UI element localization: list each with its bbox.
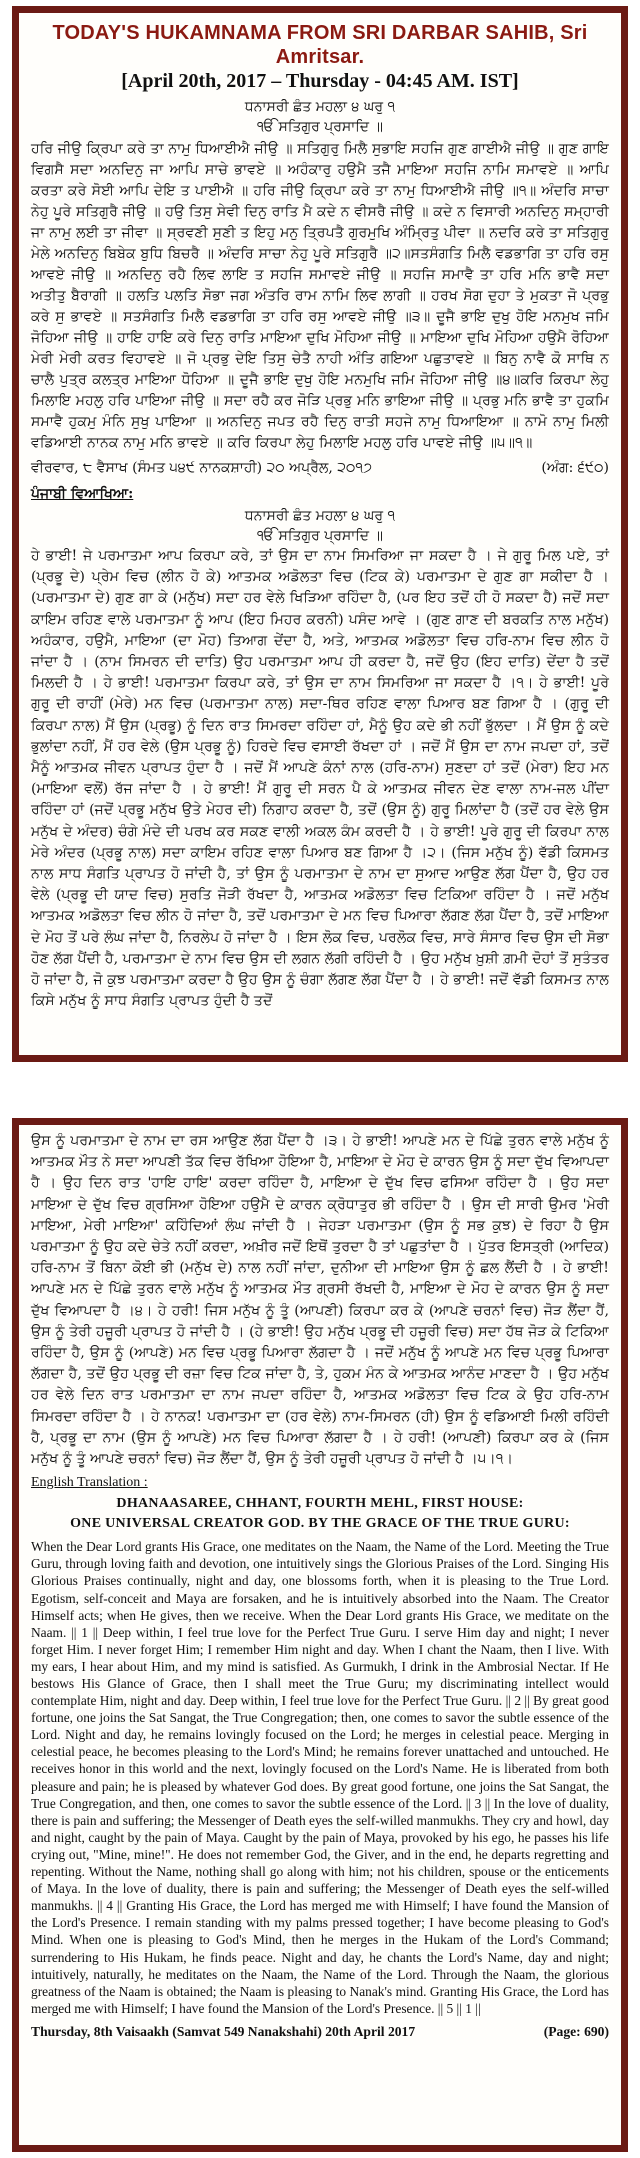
english-translation: When the Dear Lord grants His Grace, one meditates on the Naam, the Name of the Lord. Meeting the True Guru, through loving faith and devotion, one intuitively sings the Glorious Praises of the Lord. Singing His Glorious Praises continually, night and day, one blossoms forth, when it is pleasing to the True Lord. Egotism, self-conceit and Maya are forsaken, and he is intuitively absorbed into the Naam. The Creator Himself acts; when He gives, then we receive. When the Dear Lord grants His Grace, we meditate on the Naam. || 1 || Deep within, I feel true love for the Perfect True Guru. I serve Him day and night; I never forget Him. I never forget Him; I remember Him night and day. When I chant the Naam, then I live. With my ears, I hear about Him, and my mind is satisfied. As Gurmukh, I drink in the Ambrosial Nectar. If He bestows His Glance of Grace, then I shall meet the True Guru; my discriminating intellect would contemplate Him, night and day. Deep within, I feel true love for the Perfect True Guru. || 2 || By great good fortune, one joins the Sat Sangat, the True Congregation; then, one comes to savor the subtle essence of the Lord. Night and day, he remains lovingly focused on the Lord; he merges in celestial peace. Merging in celestial peace, he becomes pleasing to the Lord's Mind; he remains forever unattached and untouched. He receives honor in this world and the next, lovingly focused on the Lord's Name. He is liberated from both pleasure and pain; he is pleased by whatever God does. By great good fortune, one joins the Sat Sangat, the True Congregation, and then, one comes to savor the subtle essence of the Lord. || 3 || In the love of duality, there is pain and suffering; the Messenger of Death eyes the self-willed manmukhs. They cry and howl, day and night, caught by the pain of Maya. Caught by the pain of Maya, provoked by his ego, he passes his life crying out, "Mine, mine!". He does not remember God, the Giver, and in the end, he departs regretting and repenting. Without the Name, nothing shall go along with him; not his children, spouse or the enticements of Maya. In the love of duality, there is pain and suffering; the Messenger of Death eyes the self-willed manmukhs. || 4 || Granting His Grace, the Lord has merged me with Himself; I have found the Mansion of the Lord's Presence. I remain standing with my palms pressed together; I have become pleasing to God's Mind. When one is pleasing to God's Mind, then he merges in the Hukam of the Lord's Command; surrendering to His Hukam, he finds peace. Night and day, he chants the Lord's Name, day and night; intuitively, naturally, he meditates on the Naam, the Name of the Lord. Through the Naam, the glorious greatness of the Naam is obtained; the Naam is pleasing to Nanak's mind. Granting His Grace, the Lord has merged me with Himself; I have found the Mansion of the Lord's Presence. || 5 || 1 || xyxy=(31,1539,609,2016)
hukamnama-card-top xyxy=(12,6,628,1062)
punjabi-label: ਪੰਜਾਬੀ ਵਿਆਖਿਆ: xyxy=(31,486,134,502)
english-label: English Translation : xyxy=(31,1475,148,1491)
punjabi-mool: ੴ ਸਤਿਗੁਰ ਪ੍ਰਸਾਦਿ ॥ xyxy=(257,528,383,544)
date-subtitle: [April 20th, 2017 – Thursday - 04:45 AM. IST] xyxy=(121,70,519,92)
page-title: TODAY'S HUKAMNAMA FROM SRI DARBAR SAHIB, Sri Amritsar. xyxy=(52,22,588,68)
footer xyxy=(31,2023,609,2041)
punjabi-text-part2: ਉਸ ਨੂੰ ਪਰਮਾਤਮਾ ਦੇ ਨਾਮ ਦਾ ਰਸ ਆਉਣ ਲੱਗ ਪੈਂਦਾ ਹੈ ।੩। ਹੇ ਭਾਈ! ਆਪਣੇ ਮਨ ਦੇ ਪਿੱਛੇ ਤੁਰਨ ਵਾਲੇ ਮਨੁੱਖ ਨੂੰ ਆਤਮਕ ਮੌਤ ਨੇ ਸਦਾ ਆਪਣੀ ਤੱਕ ਵਿਚ ਰੱਖਿਆ ਹੋਇਆ ਹੈ, ਮਾਇਆ ਦੇ ਮੋਹ ਦੇ ਕਾਰਨ ਉਸ ਨੂੰ ਸਦਾ ਦੁੱਖ ਵਿਆਪਦਾ ਹੈ । ਉਹ ਦਿਨ ਰਾਤ 'ਹਾਇ ਹਾਇ' ਕਰਦਾ ਰਹਿੰਦਾ ਹੈ, ਮਾਇਆ ਦੇ ਦੁੱਖ ਵਿਚ ਫਸਿਆ ਰਹਿੰਦਾ ਹੈ । ਉਹ ਸਦਾ ਮਾਇਆ ਦੇ ਦੁੱਖ ਵਿਚ ਗ੍ਰਸਿਆ ਹੋਇਆ ਹਉਮੈ ਦੇ ਕਾਰਨ ਕ੍ਰੋਧਾਤੁਰ ਭੀ ਰਹਿੰਦਾ ਹੈ । ਉਸ ਦੀ ਸਾਰੀ ਉਮਰ 'ਮੇਰੀ ਮਾਇਆ, ਮੇਰੀ ਮਾਇਆ' ਕਹਿੰਦਿਆਂ ਲੰਘ ਜਾਂਦੀ ਹੈ । ਜੇਹੜਾ ਪਰਮਾਤਮਾ (ਉਸ ਨੂੰ ਸਭ ਕੁਝ) ਦੇ ਰਿਹਾ ਹੈ ਉਸ ਪਰਮਾਤਮਾ ਨੂੰ ਉਹ ਕਦੇ ਚੇਤੇ ਨਹੀਂ ਕਰਦਾ, ਅਖ਼ੀਰ ਜਦੋਂ ਇਥੋਂ ਤੁਰਦਾ ਹੈ ਤਾਂ ਪਛੁਤਾਂਦਾ ਹੈ । ਪੁੱਤਰ ਇਸਤ੍ਰੀ (ਆਦਿਕ) ਹਰਿ-ਨਾਮ ਤੋਂ ਬਿਨਾ ਕੋਈ ਭੀ (ਮਨੁੱਖ ਦੇ) ਨਾਲ ਨਹੀਂ ਜਾਂਦਾ, ਦੁਨੀਆ ਦੀ ਮਾਇਆ ਉਸ ਨੂੰ ਛਲ ਲੈਂਦੀ ਹੈ । ਹੇ ਭਾਈ! ਆਪਣੇ ਮਨ ਦੇ ਪਿੱਛੇ ਤੁਰਨ ਵਾਲੇ ਮਨੁੱਖ ਨੂੰ ਆਤਮਕ ਮੌਤ ਗ੍ਰਸੀ ਰੱਖਦੀ ਹੈ, ਮਾਇਆ ਦੇ ਮੋਹ ਦੇ ਕਾਰਨ ਉਸ ਨੂੰ ਸਦਾ ਦੁੱਖ ਵਿਆਪਦਾ ਹੈ ।੪। ਹੇ ਹਰੀ! ਜਿਸ ਮਨੁੱਖ ਨੂੰ ਤੂੰ (ਆਪਣੀ) ਕਿਰਪਾ ਕਰ ਕੇ (ਆਪਣੇ ਚਰਨਾਂ ਵਿਚ) ਜੋੜ ਲੈਂਦਾ ਹੈਂ, ਉਸ ਨੂੰ ਤੇਰੀ ਹਜ਼ੂਰੀ ਪ੍ਰਾਪਤ ਹੋ ਜਾਂਦੀ ਹੈ । (ਹੇ ਭਾਈ! ਉਹ ਮਨੁੱਖ ਪ੍ਰਭੂ ਦੀ ਹਜ਼ੂਰੀ ਵਿਚ) ਸਦਾ ਹੱਥ ਜੋੜ ਕੇ ਟਿਕਿਆ ਰਹਿੰਦਾ ਹੈ, ਉਸ ਨੂੰ (ਆਪਣੇ) ਮਨ ਵਿਚ ਪ੍ਰਭੂ ਪਿਆਰਾ ਲੱਗਦਾ ਹੈ । ਜਦੋਂ ਮਨੁੱਖ ਨੂੰ ਆਪਣੇ ਮਨ ਵਿਚ ਪ੍ਰਭੂ ਪਿਆਰਾ ਲੱਗਦਾ ਹੈ, ਤਦੋਂ ਉਹ ਪ੍ਰਭੂ ਦੀ ਰਜ਼ਾ ਵਿਚ ਟਿਕ ਜਾਂਦਾ ਹੈ, ਤੇ, ਹੁਕਮ ਮੰਨ ਕੇ ਆਤਮਕ ਆਨੰਦ ਮਾਣਦਾ ਹੈ । ਉਹ ਮਨੁੱਖ ਹਰ ਵੇਲੇ ਦਿਨ ਰਾਤ ਪਰਮਾਤਮਾ ਦਾ ਨਾਮ ਜਪਦਾ ਰਹਿੰਦਾ ਹੈ, ਆਤਮਕ ਅਡੋਲਤਾ ਵਿਚ ਟਿਕ ਕੇ ਉਹ ਹਰਿ-ਨਾਮ ਸਿਮਰਦਾ ਰਹਿੰਦਾ ਹੈ । ਹੇ ਨਾਨਕ! ਪਰਮਾਤਮਾ ਦਾ (ਹਰ ਵੇਲੇ) ਨਾਮ-ਸਿਮਰਨ (ਹੀ) ਉਸ ਨੂੰ ਵਡਿਆਈ ਮਿਲੀ ਰਹਿੰਦੀ ਹੈ, ਪ੍ਰਭੂ ਦਾ ਨਾਮ (ਉਸ ਨੂੰ ਆਪਣੇ) ਮਨ ਵਿਚ ਪਿਆਰਾ ਲੱਗਦਾ ਹੈ । ਹੇ ਹਰੀ! (ਆਪਣੀ) ਕਿਰਪਾ ਕਰ ਕੇ (ਜਿਸ ਮਨੁੱਖ ਨੂੰ ਤੂੰ ਆਪਣੇ ਚਰਨਾਂ ਵਿਚ) ਜੋੜ ਲੈਂਦਾ ਹੈਂ, ਉਸ ਨੂੰ ਤੇਰੀ ਹਜ਼ੂਰੀ ਪ੍ਰਾਪਤ ਹੋ ਜਾਂਦੀ ਹੈ ।੫।੧। xyxy=(31,1133,609,1468)
footer-page: (Page: 690) xyxy=(543,2023,609,2039)
gurbani-heading: ਧਨਾਸਰੀ ਛੰਤ ਮਹਲਾ ੪ ਘਰੁ ੧ xyxy=(244,99,396,115)
footer-date: Thursday, 8th Vaisaakh (Samvat 549 Nanakshahi) 20th April 2017 xyxy=(31,2023,416,2039)
punjabi-heading: ਧਨਾਸਰੀ ਛੰਤ ਮਹਲਾ ੪ ਘਰੁ ੧ xyxy=(244,508,396,524)
gurbani-dateline xyxy=(31,458,609,478)
english-heading-raag: DHANAASAREE, CHHANT, FOURTH MEHL, FIRST HOUSE: xyxy=(116,1496,524,1512)
hukamnama-card-bottom xyxy=(12,1118,628,2152)
punjabi-text-part1: ਹੇ ਭਾਈ! ਜੇ ਪਰਮਾਤਮਾ ਆਪ ਕਿਰਪਾ ਕਰੇ, ਤਾਂ ਉਸ ਦਾ ਨਾਮ ਸਿਮਰਿਆ ਜਾ ਸਕਦਾ ਹੈ । ਜੇ ਗੁਰੂ ਮਿਲ ਪਏ, ਤਾਂ (ਪ੍ਰਭੂ ਦੇ) ਪ੍ਰੇਮ ਵਿਚ (ਲੀਨ ਹੋ ਕੇ) ਆਤਮਕ ਅਡੋਲਤਾ ਵਿਚ (ਟਿਕ ਕੇ) ਪਰਮਾਤਮਾ ਦੇ ਗੁਣ ਗਾ ਸਕੀਦਾ ਹੈ । (ਪਰਮਾਤਮਾ ਦੇ) ਗੁਣ ਗਾ ਕੇ (ਮਨੁੱਖ) ਸਦਾ ਹਰ ਵੇਲੇ ਖਿੜਿਆ ਰਹਿੰਦਾ ਹੈ, (ਪਰ ਇਹ ਤਦੋਂ ਹੀ ਹੋ ਸਕਦਾ ਹੈ) ਜਦੋਂ ਸਦਾ ਕਾਇਮ ਰਹਿਣ ਵਾਲੇ ਪਰਮਾਤਮਾ ਨੂੰ ਆਪ (ਇਹ ਮਿਹਰ ਕਰਨੀ) ਪਸੰਦ ਆਵੇ । (ਗੁਣ ਗਾਣ ਦੀ ਬਰਕਤਿ ਨਾਲ ਮਨੁੱਖ) ਅਹੰਕਾਰ, ਹਉਮੈ, ਮਾਇਆ (ਦਾ ਮੋਹ) ਤਿਆਗ ਦੇਂਦਾ ਹੈ, ਅਤੇ, ਆਤਮਕ ਅਡੋਲਤਾ ਵਿਚ ਹਰਿ-ਨਾਮ ਵਿਚ ਲੀਨ ਹੋ ਜਾਂਦਾ ਹੈ । (ਨਾਮ ਸਿਮਰਨ ਦੀ ਦਾਤਿ) ਉਹ ਪਰਮਾਤਮਾ ਆਪ ਹੀ ਕਰਦਾ ਹੈ, ਜਦੋਂ ਉਹ (ਇਹ ਦਾਤਿ) ਦੇਂਦਾ ਹੈ ਤਦੋਂ ਮਿਲਦੀ ਹੈ । ਹੇ ਭਾਈ! ਪਰਮਾਤਮਾ ਕਿਰਪਾ ਕਰੇ, ਤਾਂ ਉਸ ਦਾ ਨਾਮ ਸਿਮਰਿਆ ਜਾ ਸਕਦਾ ਹੈ ।੧। ਹੇ ਭਾਈ! ਪੂਰੇ ਗੁਰੂ ਦੀ ਰਾਹੀਂ (ਮੇਰੇ) ਮਨ ਵਿਚ (ਪਰਮਾਤਮਾ ਨਾਲ) ਸਦਾ-ਥਿਰ ਰਹਿਣ ਵਾਲਾ ਪਿਆਰ ਬਣ ਗਿਆ ਹੈ । (ਗੁਰੂ ਦੀ ਕਿਰਪਾ ਨਾਲ) ਮੈਂ ਉਸ (ਪ੍ਰਭੂ) ਨੂੰ ਦਿਨ ਰਾਤ ਸਿਮਰਦਾ ਰਹਿੰਦਾ ਹਾਂ, ਮੈਨੂੰ ਉਹ ਕਦੇ ਭੀ ਨਹੀਂ ਭੁੱਲਦਾ । ਮੈਂ ਉਸ ਨੂੰ ਕਦੇ ਭੁਲਾਂਦਾ ਨਹੀਂ, ਮੈਂ ਹਰ ਵੇਲੇ (ਉਸ ਪ੍ਰਭੂ ਨੂੰ) ਹਿਰਦੇ ਵਿਚ ਵਸਾਈ ਰੱਖਦਾ ਹਾਂ । ਜਦੋਂ ਮੈਂ ਉਸ ਦਾ ਨਾਮ ਜਪਦਾ ਹਾਂ, ਤਦੋਂ ਮੈਨੂੰ ਆਤਮਕ ਜੀਵਨ ਪ੍ਰਾਪਤ ਹੁੰਦਾ ਹੈ । ਜਦੋਂ ਮੈਂ ਆਪਣੇ ਕੰਨਾਂ ਨਾਲ (ਹਰਿ-ਨਾਮ) ਸੁਣਦਾ ਹਾਂ ਤਦੋਂ (ਮੇਰਾ) ਇਹ ਮਨ (ਮਾਇਆ ਵਲੋਂ) ਰੱਜ ਜਾਂਦਾ ਹੈ । ਹੇ ਭਾਈ! ਮੈਂ ਗੁਰੂ ਦੀ ਸਰਨ ਪੈ ਕੇ ਆਤਮਕ ਜੀਵਨ ਦੇਣ ਵਾਲਾ ਨਾਮ-ਜਲ ਪੀਂਦਾ ਰਹਿੰਦਾ ਹਾਂ (ਜਦੋਂ ਪ੍ਰਭੂ ਮਨੁੱਖ ਉਤੇ ਮੇਹਰ ਦੀ) ਨਿਗਾਹ ਕਰਦਾ ਹੈ, ਤਦੋਂ (ਉਸ ਨੂੰ) ਗੁਰੂ ਮਿਲਾਂਦਾ ਹੈ (ਤਦੋਂ ਹਰ ਵੇਲੇ ਉਸ ਮਨੁੱਖ ਦੇ ਅੰਦਰ) ਚੰਗੇ ਮੰਦੇ ਦੀ ਪਰਖ ਕਰ ਸਕਣ ਵਾਲੀ ਅਕਲ ਕੰਮ ਕਰਦੀ ਹੈ । ਹੇ ਭਾਈ! ਪੂਰੇ ਗੁਰੂ ਦੀ ਕਿਰਪਾ ਨਾਲ ਮੇਰੇ ਅੰਦਰ (ਪ੍ਰਭੂ ਨਾਲ) ਸਦਾ ਕਾਇਮ ਰਹਿਣ ਵਾਲਾ ਪਿਆਰ ਬਣ ਗਿਆ ਹੈ ।੨। (ਜਿਸ ਮਨੁੱਖ ਨੂੰ) ਵੱਡੀ ਕਿਸਮਤ ਨਾਲ ਸਾਧ ਸੰਗਤਿ ਪ੍ਰਾਪਤ ਹੋ ਜਾਂਦੀ ਹੈ, ਤਾਂ ਉਸ ਨੂੰ ਪਰਮਾਤਮਾ ਦੇ ਨਾਮ ਦਾ ਸੁਆਦ ਆਉਣ ਲੱਗ ਪੈਂਦਾ ਹੈ, ਉਹ ਹਰ ਵੇਲੇ (ਪ੍ਰਭੂ ਦੀ ਯਾਦ ਵਿਚ) ਸੁਰਤਿ ਜੋੜੀ ਰੱਖਦਾ ਹੈ, ਆਤਮਕ ਅਡੋਲਤਾ ਵਿਚ ਟਿਕਿਆ ਰਹਿੰਦਾ ਹੈ । ਜਦੋਂ ਮਨੁੱਖ ਆਤਮਕ ਅਡੋਲਤਾ ਵਿਚ ਲੀਨ ਹੋ ਜਾਂਦਾ ਹੈ, ਤਦੋਂ ਪਰਮਾਤਮਾ ਦੇ ਮਨ ਵਿਚ ਪਿਆਰਾ ਲੱਗਣ ਲੱਗ ਪੈਂਦਾ ਹੈ, ਤਦੋਂ ਮਾਇਆ ਦੇ ਮੋਹ ਤੋਂ ਪਰੇ ਲੰਘ ਜਾਂਦਾ ਹੈ, ਨਿਰਲੇਪ ਹੋ ਜਾਂਦਾ ਹੈ । ਇਸ ਲੋਕ ਵਿਚ, ਪਰਲੋਕ ਵਿਚ, ਸਾਰੇ ਸੰਸਾਰ ਵਿਚ ਉਸ ਦੀ ਸੋਭਾ ਹੋਣ ਲੱਗ ਪੈਂਦੀ ਹੈ, ਪਰਮਾਤਮਾ ਦੇ ਨਾਮ ਵਿਚ ਉਸ ਦੀ ਲਗਨ ਲੱਗੀ ਰਹਿੰਦੀ ਹੈ । ਉਹ ਮਨੁੱਖ ਖ਼ੁਸ਼ੀ ਗ਼ਮੀ ਦੋਹਾਂ ਤੋਂ ਸੁਤੰਤਰ ਹੋ ਜਾਂਦਾ ਹੈ, ਜੋ ਕੁਝ ਪਰਮਾਤਮਾ ਕਰਦਾ ਹੈ ਉਹ ਉਸ ਨੂੰ ਚੰਗਾ ਲੱਗਣ ਲੱਗ ਪੈਂਦਾ ਹੈ । ਹੇ ਭਾਈ! ਜਦੋਂ ਵੱਡੀ ਕਿਸਮਤ ਨਾਲ ਕਿਸੇ ਮਨੁੱਖ ਨੂੰ ਸਾਧ ਸੰਗਤਿ ਪ੍ਰਾਪਤ ਹੁੰਦੀ ਹੈ ਤਦੋਂ xyxy=(31,548,609,1010)
gurbani-page: (ਅੰਗ: ੬੯੦) xyxy=(541,460,609,476)
gurbani-date: ਵੀਰਵਾਰ, ੮ ਵੈਸਾਖ (ਸੰਮਤ ੫੪੯ ਨਾਨਕਸ਼ਾਹੀ) ੨੦ ਅਪ੍ਰੈਲ, ੨੦੧੭ xyxy=(31,460,372,476)
gurbani-text: ਹਰਿ ਜੀਉ ਕ੍ਰਿਪਾ ਕਰੇ ਤਾ ਨਾਮੁ ਧਿਆਈਐ ਜੀਉ ॥ ਸਤਿਗੁਰੁ ਮਿਲੈ ਸੁਭਾਇ ਸਹਜਿ ਗੁਣ ਗਾਈਐ ਜੀਉ ॥ ਗੁਣ ਗਾਇ ਵਿਗਸੈ ਸਦਾ ਅਨਦਿਨੁ ਜਾ ਆਪਿ ਸਾਚੇ ਭਾਵਏ ॥ ਅਹੰਕਾਰੁ ਹਉਮੈ ਤਜੈ ਮਾਇਆ ਸਹਜਿ ਨਾਮਿ ਸਮਾਵਏ ॥ ਆਪਿ ਕਰਤਾ ਕਰੇ ਸੋਈ ਆਪਿ ਦੇਇ ਤ ਪਾਈਐ ॥ ਹਰਿ ਜੀਉ ਕ੍ਰਿਪਾ ਕਰੇ ਤਾ ਨਾਮੁ ਧਿਆਈਐ ਜੀਉ ॥੧॥ ਅੰਦਰਿ ਸਾਚਾ ਨੇਹੁ ਪੂਰੇ ਸਤਿਗੁਰੈ ਜੀਉ ॥ ਹਉ ਤਿਸੁ ਸੇਵੀ ਦਿਨੁ ਰਾਤਿ ਮੈ ਕਦੇ ਨ ਵੀਸਰੈ ਜੀਉ ॥ ਕਦੇ ਨ ਵਿਸਾਰੀ ਅਨਦਿਨੁ ਸਮ੍ਹਾਰੀ ਜਾ ਨਾਮੁ ਲਈ ਤਾ ਜੀਵਾ ॥ ਸ੍ਰਵਣੀ ਸੁਣੀ ਤ ਇਹੁ ਮਨੁ ਤ੍ਰਿਪਤੈ ਗੁਰਮੁਖਿ ਅੰਮ੍ਰਿਤੁ ਪੀਵਾ ॥ ਨਦਰਿ ਕਰੇ ਤਾ ਸਤਿਗੁਰੁ ਮੇਲੇ ਅਨਦਿਨੁ ਬਿਬੇਕ ਬੁਧਿ ਬਿਚਰੈ ॥ ਅੰਦਰਿ ਸਾਚਾ ਨੇਹੁ ਪੂਰੇ ਸਤਿਗੁਰੈ ॥੨॥ਸਤਸੰਗਤਿ ਮਿਲੈ ਵਡਭਾਗਿ ਤਾ ਹਰਿ ਰਸੁ ਆਵਏ ਜੀਉ ॥ ਅਨਦਿਨੁ ਰਹੈ ਲਿਵ ਲਾਇ ਤ ਸਹਜਿ ਸਮਾਵਏ ਜੀਉ ॥ ਸਹਜਿ ਸਮਾਵੈ ਤਾ ਹਰਿ ਮਨਿ ਭਾਵੈ ਸਦਾ ਅਤੀਤੁ ਬੈਰਾਗੀ ॥ ਹਲਤਿ ਪਲਤਿ ਸੋਭਾ ਜਗ ਅੰਤਰਿ ਰਾਮ ਨਾਮਿ ਲਿਵ ਲਾਗੀ ॥ ਹਰਖ ਸੋਗ ਦੁਹਾ ਤੇ ਮੁਕਤਾ ਜੋ ਪ੍ਰਭੁ ਕਰੇ ਸੁ ਭਾਵਏ ॥ ਸਤਸੰਗਤਿ ਮਿਲੈ ਵਡਭਾਗਿ ਤਾ ਹਰਿ ਰਸੁ ਆਵਏ ਜੀਉ ॥੩॥ ਦੂਜੈ ਭਾਇ ਦੁਖੁ ਹੋਇ ਮਨਮੁਖ ਜਮਿ ਜੋਹਿਆ ਜੀਉ ॥ ਹਾਇ ਹਾਇ ਕਰੇ ਦਿਨੁ ਰਾਤਿ ਮਾਇਆ ਦੁਖਿ ਮੋਹਿਆ ਜੀਉ ॥ ਮਾਇਆ ਦੁਖਿ ਮੋਹਿਆ ਹਉਮੈ ਰੋਹਿਆ ਮੇਰੀ ਮੇਰੀ ਕਰਤ ਵਿਹਾਵਏ ॥ ਜੋ ਪ੍ਰਭੁ ਦੇਇ ਤਿਸੁ ਚੇਤੈ ਨਾਹੀ ਅੰਤਿ ਗਇਆ ਪਛੁਤਾਵਏ ॥ ਬਿਨੁ ਨਾਵੈ ਕੋ ਸਾਥਿ ਨ ਚਾਲੈ ਪੁਤ੍ਰ ਕਲਤ੍ਰ ਮਾਇਆ ਧੋਹਿਆ ॥ ਦੂਜੈ ਭਾਇ ਦੁਖੁ ਹੋਇ ਮਨਮੁਖਿ ਜਮਿ ਜੋਹਿਆ ਜੀਉ ॥੪॥ਕਰਿ ਕਿਰਪਾ ਲੇਹੁ ਮਿਲਾਇ ਮਹਲੁ ਹਰਿ ਪਾਇਆ ਜੀਉ ॥ ਸਦਾ ਰਹੈ ਕਰ ਜੋੜਿ ਪ੍ਰਭੁ ਮਨਿ ਭਾਇਆ ਜੀਉ ॥ ਪ੍ਰਭੁ ਮਨਿ ਭਾਵੈ ਤਾ ਹੁਕਮਿ ਸਮਾਵੈ ਹੁਕਮੁ ਮੰਨਿ ਸੁਖੁ ਪਾਇਆ ॥ ਅਨਦਿਨੁ ਜਪਤ ਰਹੈ ਦਿਨੁ ਰਾਤੀ ਸਹਜੇ ਨਾਮੁ ਧਿਆਇਆ ॥ ਨਾਮੋ ਨਾਮੁ ਮਿਲੀ ਵਡਿਆਈ ਨਾਨਕ ਨਾਮੁ ਮਨਿ ਭਾਵਏ ॥ ਕਰਿ ਕਿਰਪਾ ਲੇਹੁ ਮਿਲਾਇ ਮਹਲੁ ਹਰਿ ਪਾਵਏ ਜੀਉ ॥੫॥੧॥ xyxy=(31,141,609,451)
gurbani-mool: ੴ ਸਤਿਗੁਰ ਪ੍ਰਸਾਦਿ ॥ xyxy=(257,119,383,135)
english-heading-mool: ONE UNIVERSAL CREATOR GOD. BY THE GRACE OF THE TRUE GURU: xyxy=(70,1516,570,1532)
